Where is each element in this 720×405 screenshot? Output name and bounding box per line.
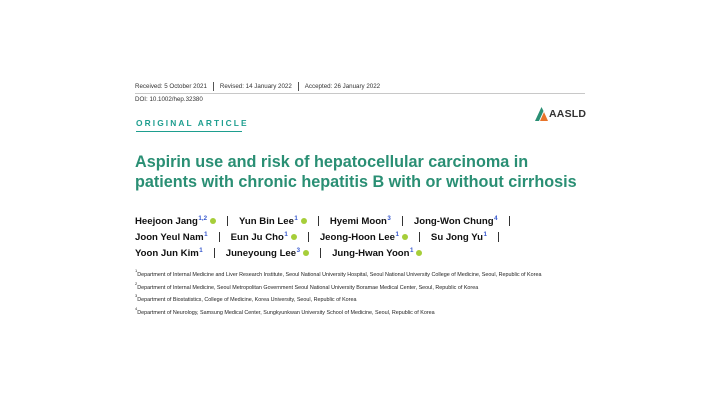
author-affiliation-number: 4 <box>494 214 498 222</box>
author <box>239 216 307 227</box>
article-type-underline <box>136 131 242 132</box>
author <box>330 216 391 227</box>
author-affiliation-number: 1 <box>284 230 288 238</box>
author-separator <box>219 232 220 242</box>
title-line-1: Aspirin use and risk of hepatocellular carcinoma in <box>135 153 529 171</box>
author-separator <box>320 248 321 258</box>
author-separator <box>498 232 499 242</box>
author-affiliation-number: 1 <box>410 246 414 254</box>
author-affiliation-number: 1 <box>483 230 487 238</box>
orcid-icon[interactable] <box>416 250 422 256</box>
affiliation-number: 1 <box>135 268 138 273</box>
author-name: Yoon Jun Kim <box>135 247 199 259</box>
author-list <box>135 213 521 261</box>
author-line <box>135 229 521 245</box>
author <box>332 248 422 259</box>
author <box>320 232 408 243</box>
author-affiliation-number: 1,2 <box>198 214 208 222</box>
author-separator <box>227 216 228 226</box>
author-name: Jung-Hwan Yoon <box>332 247 410 259</box>
author-separator <box>318 216 319 226</box>
author-name: Eun Ju Cho <box>230 231 284 243</box>
author-name: Jong-Won Chung <box>413 215 494 227</box>
publication-dates <box>135 82 380 91</box>
orcid-icon[interactable] <box>301 218 307 224</box>
author <box>135 248 203 259</box>
affiliation-item <box>135 293 585 304</box>
author-name: Heejoon Jang <box>135 215 198 227</box>
doi[interactable]: DOI: 10.1002/hep.32380 <box>135 96 203 103</box>
orcid-icon[interactable] <box>210 218 216 224</box>
title-line-2: patients with chronic hepatitis B with or without cirrhosis <box>135 173 577 191</box>
article-title <box>135 152 585 192</box>
author-name: Yun Bin Lee <box>239 215 294 227</box>
accepted-date: Accepted: 26 January 2022 <box>304 83 381 90</box>
logo-text: AASLD <box>549 108 587 120</box>
author-affiliation-number: 3 <box>387 214 391 222</box>
affiliation-item <box>135 268 585 279</box>
author-separator <box>308 232 309 242</box>
affiliation-text: Department of Internal Medicine and Liver Research Institute, Seoul National University Hospital, Seoul National University College of Medicine, Seoul, Republic of Korea <box>137 271 542 278</box>
affiliation-number: 2 <box>135 280 138 286</box>
author-separator <box>509 216 510 226</box>
author-line <box>135 245 521 261</box>
affiliation-item <box>135 306 585 317</box>
author-name: Juneyoung Lee <box>225 247 297 259</box>
header-rule <box>135 93 585 94</box>
author <box>231 232 297 243</box>
affiliation-text: Department of Internal Medicine, Seoul Metropolitan Government Seoul National University Boramae Medical Center, Seoul, Republic of Korea <box>137 284 479 291</box>
author-name: Hyemi Moon <box>329 215 387 227</box>
author <box>414 216 498 227</box>
author-separator <box>419 232 420 242</box>
author <box>135 232 208 243</box>
affiliation-text: Department of Biostatistics, College of Medicine, Korea University, Seoul, Republic of Korea <box>137 296 357 303</box>
affiliation-item <box>135 281 585 292</box>
affiliation-number: 3 <box>135 293 138 298</box>
affiliation-text: Department of Neurology, Samsung Medical Center, Sungkyunkwan University School of Medicine, Seoul, Republic of Korea <box>137 309 435 316</box>
divider <box>298 82 299 91</box>
received-date: Received: 5 October 2021 <box>135 83 207 90</box>
affiliations <box>135 268 585 318</box>
orcid-icon[interactable] <box>291 234 297 240</box>
author-affiliation-number: 3 <box>296 246 301 254</box>
author <box>226 248 309 259</box>
orcid-icon[interactable] <box>402 234 408 240</box>
author-affiliation-number: 1 <box>204 230 208 238</box>
author-name: Joon Yeul Nam <box>135 231 204 243</box>
author-separator <box>214 248 215 258</box>
aasld-mark-icon <box>535 107 548 121</box>
affiliation-number: 4 <box>135 305 138 311</box>
author <box>135 216 216 227</box>
author-name: Su Jong Yu <box>430 231 483 243</box>
article-type: ORIGINAL ARTICLE <box>136 118 249 128</box>
author-separator <box>402 216 403 226</box>
author <box>431 232 487 243</box>
orcid-icon[interactable] <box>303 250 309 256</box>
author-name: Jeong-Hoon Lee <box>319 231 395 243</box>
author-affiliation-number: 1 <box>395 230 399 238</box>
aasld-logo <box>535 107 586 121</box>
divider <box>213 82 214 91</box>
author-affiliation-number: 1 <box>199 246 203 254</box>
revised-date: Revised: 14 January 2022 <box>219 83 292 90</box>
author-affiliation-number: 1 <box>294 214 298 222</box>
author-line <box>135 213 521 229</box>
